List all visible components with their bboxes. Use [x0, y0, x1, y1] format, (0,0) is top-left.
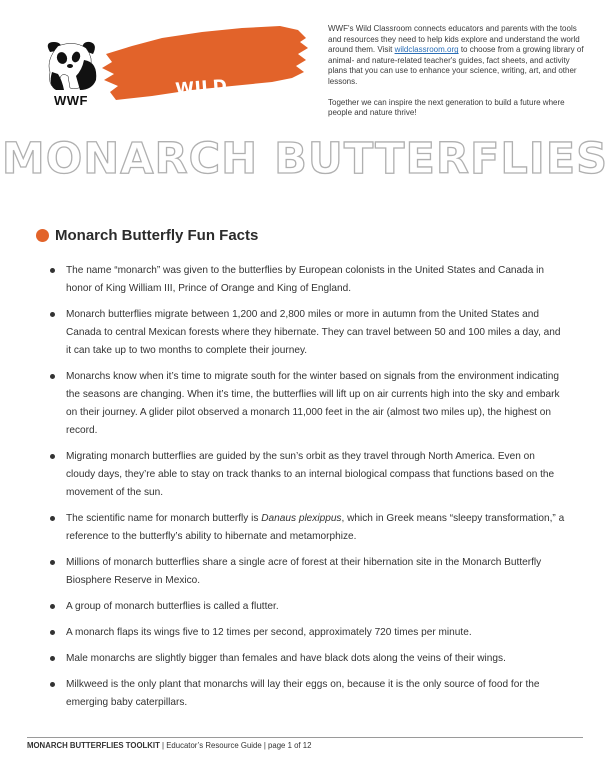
intro-paragraph-1: WWF's Wild Classroom connects educators and parents with the tools and resources they need to help kids explore and understand the world around them. Visit wildclassroom.org to choose from a growing library of animal- and nature-related teacher's guides, fact sheets, and activity plans that you can use to enhance your science, writing, art, and other lessons.: [328, 24, 584, 86]
list-item: Milkweed is the only plant that monarchs will lay their eggs on, because it is the only source of food for the emerging baby caterpillars.: [46, 676, 566, 712]
wwf-logo: [40, 36, 102, 112]
scientific-name: Danaus plexippus: [261, 513, 342, 524]
list-item: A monarch flaps its wings five to 12 times per second, approximately 720 times per minute.: [46, 624, 566, 642]
page-title: MONARCH BUTTERFLIES: [1, 134, 609, 184]
intro-text: [328, 24, 584, 119]
footer-toolkit-name: MONARCH BUTTERFLIES TOOLKIT: [27, 741, 160, 750]
list-item: Millions of monarch butterflies share a single acre of forest at their hibernation site in the Monarch Butterfly Biosphere Reserve in Mexico.: [46, 554, 566, 590]
wwf-wordmark: WWF: [54, 93, 88, 108]
list-item: Migrating monarch butterflies are guided by the sun’s orbit as they travel through North America. Even on cloudy days, they’re able to stay on track thanks to an internal biological compass that functions based on the movement of the sun.: [46, 448, 566, 502]
list-item: The name “monarch” was given to the butterflies by European colonists in the United States and Canada in honor of King William III, Prince of Orange and King of England.: [46, 262, 566, 298]
wild-classroom-banner: [102, 24, 312, 120]
page-footer: [27, 737, 583, 750]
panda-logo-icon: [40, 36, 102, 92]
footer-details: | Educator’s Resource Guide | page 1 of 12: [159, 741, 312, 750]
bullet-dot-icon: [36, 229, 49, 242]
list-item: The scientific name for monarch butterfly is Danaus plexippus, which in Greek means “sleepy transformation,” a reference to the butterfly’s ability to hibernate and metamorphize.: [46, 510, 566, 546]
section-heading-text: Monarch Butterfly Fun Facts: [55, 227, 259, 244]
list-item: Monarch butterflies migrate between 1,200 and 2,800 miles or more in autumn from the United States and Canada to central Mexican forests where they hibernate. They can travel between 50 and 100 miles a day, and it can take up to two months to complete their journey.: [46, 306, 566, 360]
section-heading: [36, 227, 258, 244]
list-item: A group of monarch butterflies is called a flutter.: [46, 598, 566, 616]
intro-paragraph-2: Together we can inspire the next generation to build a future where people and nature thrive!: [328, 97, 565, 118]
wildclassroom-link[interactable]: wildclassroom.org: [394, 45, 459, 55]
list-item: Monarchs know when it’s time to migrate south for the winter based on signals from the environment indicating the seasons are changing. When it’s time, the butterflies will lift up on air currents high into the sky and embark on their journey. A glider pilot observed a monarch 11,000 feet in the air (almost two miles up), the highest on record.: [46, 368, 566, 440]
facts-list: [46, 262, 566, 720]
banner-label: WILD CLASSROOM: [140, 76, 265, 120]
list-item: Male monarchs are slightly bigger than females and have black dots along the veins of their wings.: [46, 650, 566, 668]
